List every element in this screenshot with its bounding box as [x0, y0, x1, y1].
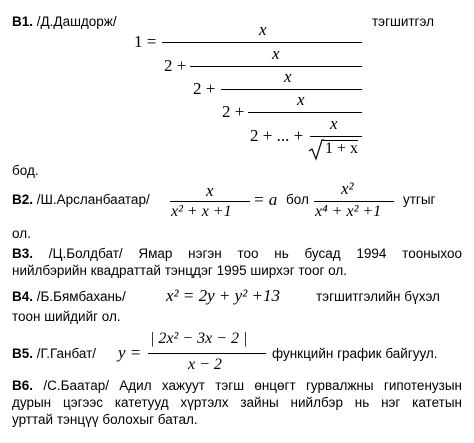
b1-numer-2: x [272, 44, 280, 63]
b6-line-2: дурын цэгээс катетууд хүртэлх зайны нийлбэр нь нэг катетын [12, 395, 462, 410]
b4-author: /Б.Бямбахань/ [36, 289, 126, 304]
b2-denom-2: x⁴ + x² +1 [315, 203, 382, 220]
b1-bar-2 [190, 66, 362, 67]
b1-end-text: бод. [12, 163, 39, 178]
b1-bar-5 [310, 136, 362, 137]
b2-numer-2: x² [341, 179, 354, 198]
b5-bar [148, 353, 266, 354]
b5-label: B5. [12, 346, 34, 361]
b1-two-plus-2: 2 + [193, 79, 216, 98]
b6-text-1: /С.Баатар/ Адил хажуут тэгш өнцөгт гурвалжны гипотенузын [43, 378, 462, 393]
b1-bar-3 [221, 89, 362, 90]
b1-numer-1: x [259, 20, 267, 39]
b2-tail-text: утгыг [403, 192, 436, 207]
b1-two-ellipsis: 2 + ... + [250, 126, 304, 145]
b4-tail-text: тэгшитгэлийн бүхэл [316, 289, 440, 304]
b2-label: B2. [12, 192, 34, 207]
b1-label: B1. [12, 14, 34, 29]
b1-numer-3: x [284, 67, 292, 86]
b6-label: B6. [12, 378, 34, 393]
b3-text-1: /Ц.Болдбат/ Ямар нэгэн тоо нь бусад 1994 тооныхоо [48, 246, 462, 261]
b3-line-2: нийлбэрийн квадраттай тэнцдэг 1995 ширхэг тоог ол. [12, 263, 347, 278]
b1-header [12, 14, 117, 30]
b3-label: B3. [12, 246, 34, 261]
b5-author: /Г.Ганбат/ [36, 346, 97, 361]
b2-bar-1 [170, 201, 250, 202]
b1-bar-4 [248, 112, 362, 113]
b2-equals-a: = a [253, 190, 278, 209]
b4-label: B4. [12, 289, 34, 304]
b2-numer-1: x [206, 181, 214, 200]
b3-line-1 [12, 246, 462, 262]
b5-denom: x − 2 [188, 356, 222, 373]
b2-end-text: ол. [12, 226, 31, 241]
b2-author: /Ш.Арсланбаатар/ [36, 192, 150, 207]
b5-y-equals: y = [118, 343, 142, 362]
b2-bar-2 [314, 201, 394, 202]
b2-mid-text: бол [286, 192, 309, 207]
b1-two-plus-3: 2 + [222, 102, 245, 121]
b5-tail-text: функцийн график байгуул. [272, 346, 438, 361]
b4-header [12, 289, 126, 305]
b1-numer-5: x [330, 114, 338, 133]
b1-right-text: тэгшитгэл [372, 14, 434, 29]
b1-sqrt-sign [308, 139, 324, 161]
b1-numer-4: x [297, 90, 305, 109]
b6-line-3: урттай тэнцүү болохыг батал. [12, 412, 198, 427]
b1-sqrt-body: 1 + x [325, 140, 359, 157]
b2-denom-1: x² + x +1 [171, 203, 232, 220]
b6-line-1 [12, 378, 462, 394]
b4-equation: x² = 2y + y² +13 [166, 286, 280, 305]
b1-two-plus-1: 2 + [164, 56, 187, 75]
b4-line-2: тоон шийдийг ол. [12, 309, 121, 324]
b1-one-equals: 1 = [134, 32, 157, 51]
b1-author: /Д.Дашдорж/ [36, 14, 117, 29]
b2-header [12, 192, 150, 208]
b1-bar-1 [162, 42, 362, 43]
b5-numer: | 2x² − 3x − 2 | [150, 330, 248, 347]
b5-header [12, 346, 96, 362]
